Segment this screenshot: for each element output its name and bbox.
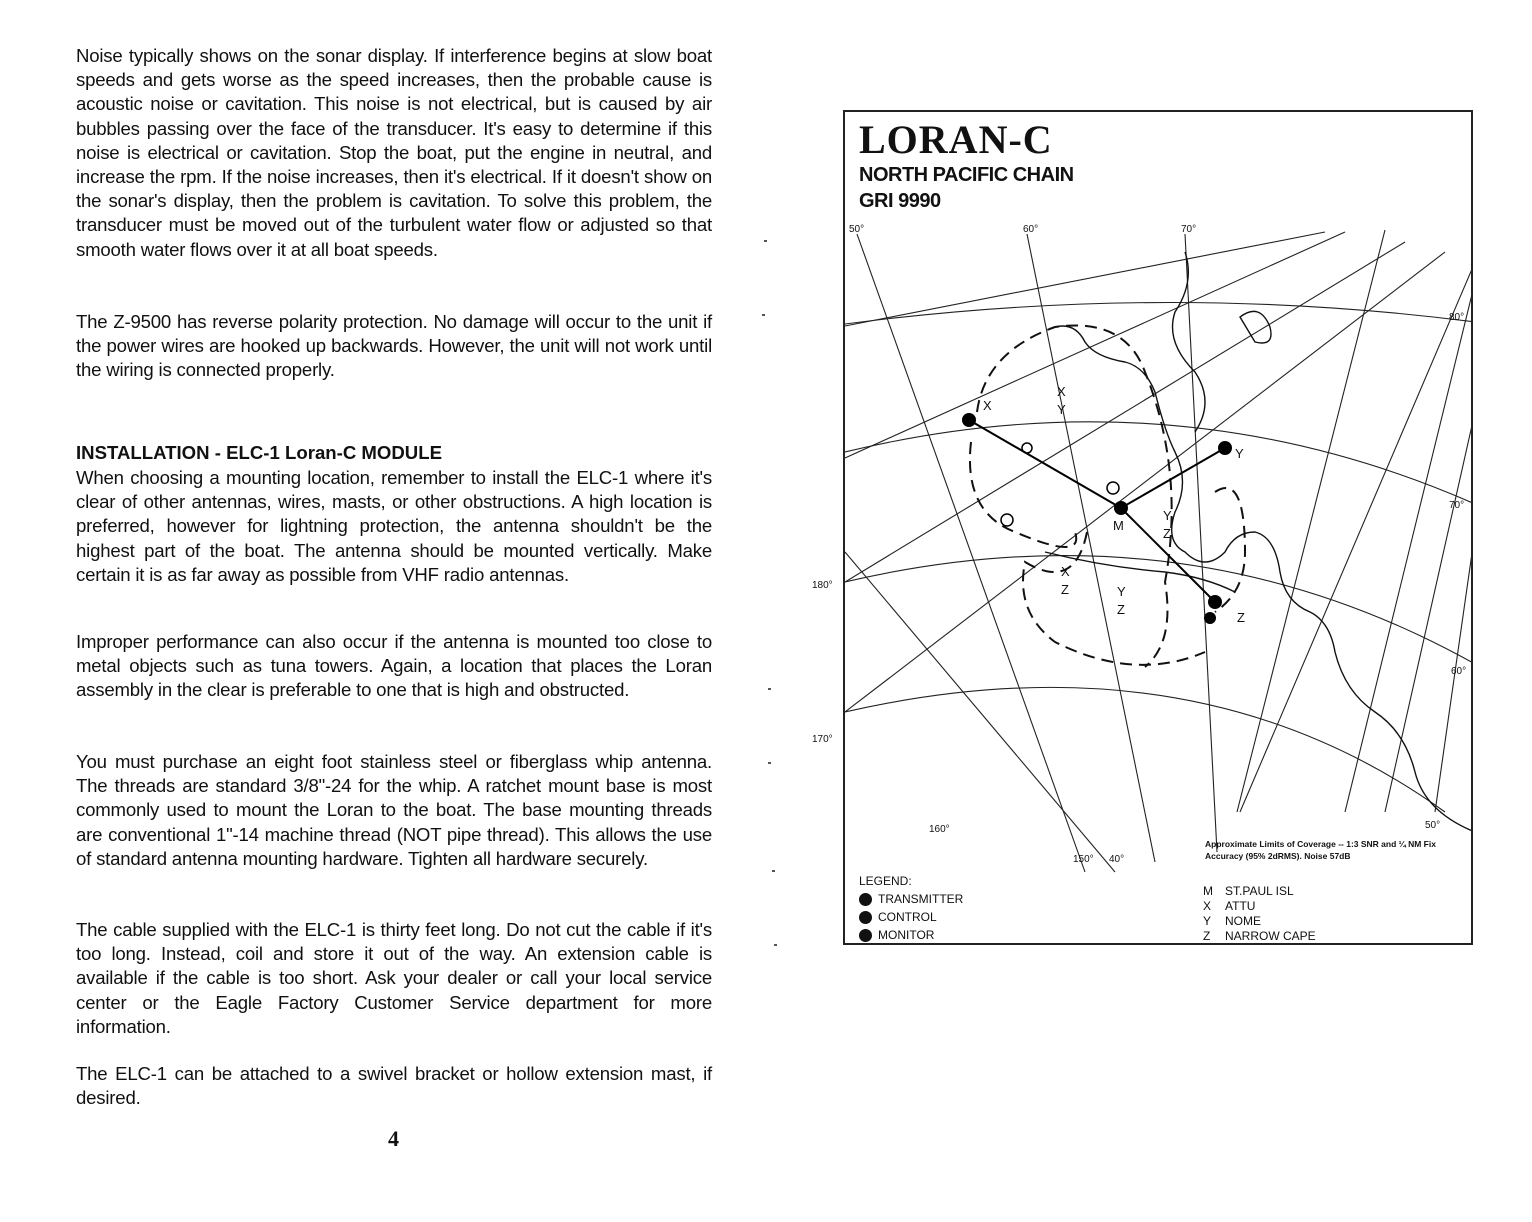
- paragraph-whip-antenna: You must purchase an eight foot stainless steel or fiberglass whip antenna. The threads are standard 3/8"-24 for the whip. A ratchet mount base is most commonly used to mount the Loran to the boat. The base mounting threads are conventional 1"-14 machine thread (NOT pipe thread). This allows the use of standard antenna mounting hardware. Tighten all hardware securely.: [76, 751, 712, 869]
- station-m-control: [1114, 501, 1128, 515]
- transmitter-icon: [859, 893, 872, 906]
- monitor-symbol: [1022, 443, 1032, 453]
- map-letter-z: Z: [1061, 582, 1069, 597]
- lon-label-160: 160°: [929, 824, 950, 835]
- control-icon: [859, 911, 872, 924]
- lat-label-80: 80°: [1449, 312, 1465, 323]
- lon-label-40: 40°: [1109, 854, 1125, 865]
- station-key-m: M ST.PAUL ISL: [1203, 884, 1294, 898]
- latitude-arc: [845, 302, 1473, 324]
- coastline: [1045, 552, 1235, 592]
- paragraph-mounting-location: When choosing a mounting location, remember to install the ELC-1 where it's clear of other antennas, wires, masts, or other obstructions. A high location is preferred, however for lightning protection, the antenna shouldn't be the highest part of the boat. The antenna should be mounted vertically. Make certain it is as far away as possible from VHF radio antennas.: [76, 467, 712, 585]
- lon-label-50-bottom: 50°: [1425, 820, 1441, 831]
- map-letter-y: Y: [1235, 446, 1244, 461]
- scan-speck: [762, 314, 765, 316]
- station-key-x: X ATTU: [1203, 899, 1256, 913]
- lat-label-180: 180°: [812, 580, 833, 591]
- map-gri: GRI 9990: [859, 190, 941, 212]
- legend-transmitter: TRANSMITTER: [859, 892, 963, 906]
- meridian-line: [845, 252, 1445, 712]
- coverage-note: Approximate Limits of Coverage -- 1:3 SNR and ¼ NM Fix Accuracy (95% 2dRMS). Noise 57dB: [1205, 839, 1436, 861]
- lat-label-70: 70°: [1449, 500, 1465, 511]
- lon-label-150: 150°: [1073, 854, 1094, 865]
- map-letter-x: X: [1057, 384, 1066, 399]
- coverage-boundary-y: [1215, 488, 1245, 612]
- map-letter-y: Y: [1163, 508, 1172, 523]
- lon-label-70: 70°: [1181, 224, 1197, 235]
- map-title: LORAN-C: [859, 117, 1053, 162]
- station-x-transmitter: [962, 413, 976, 427]
- scan-speck: [772, 870, 775, 872]
- scan-speck: [768, 762, 771, 764]
- meridian-line: [845, 232, 1345, 458]
- meridian-line: [1385, 412, 1473, 812]
- meridian-line: [1345, 282, 1473, 812]
- lon-label-50: 50°: [849, 224, 865, 235]
- map-letter-m: M: [1113, 518, 1124, 533]
- coverage-boundary-z: [1023, 532, 1205, 665]
- map-graphic: [845, 112, 1473, 945]
- meridian-line: [1185, 234, 1217, 852]
- paragraph-bracket: The ELC-1 can be attached to a swivel bracket or hollow extension mast, if desired.: [76, 1063, 712, 1109]
- page-number: 4: [388, 1126, 399, 1151]
- station-key-y: Y NOME: [1203, 914, 1261, 928]
- scan-speck: [774, 944, 777, 946]
- station-key-z: Z NARROW CAPE: [1203, 929, 1316, 943]
- monitor-symbol: [1107, 482, 1119, 494]
- legend-title: LEGEND:: [859, 874, 912, 888]
- paragraph-performance: Improper performance can also occur if the antenna is mounted too close to metal objects such as tuna towers. Again, a location that places the Loran assembly in the clear is preferable to one that is high and obstructed.: [76, 631, 712, 701]
- meridian-line: [1027, 234, 1155, 862]
- coastline: [1240, 311, 1271, 343]
- legend-control: CONTROL: [859, 910, 937, 924]
- map-letter-z: Z: [1237, 610, 1245, 625]
- station-y-transmitter: [1218, 441, 1232, 455]
- map-subtitle: NORTH PACIFIC CHAIN: [859, 164, 1074, 186]
- coastline: [1173, 252, 1206, 432]
- lat-label-170: 170°: [812, 734, 833, 745]
- paragraph-polarity: The Z-9500 has reverse polarity protection. No damage will occur to the unit if the power wires are hooked up backwards. However, the unit will not work until the wiring is connected properly.: [76, 311, 712, 381]
- station-z-transmitter: [1208, 595, 1222, 609]
- lat-label-60: 60°: [1451, 666, 1467, 677]
- lon-label-60: 60°: [1023, 224, 1039, 235]
- loran-c-map: [843, 110, 1473, 945]
- monitor-symbol: [1001, 514, 1013, 526]
- map-letter-x: X: [983, 398, 992, 413]
- monitor-icon: [859, 929, 872, 942]
- scan-speck: [764, 240, 767, 242]
- meridian-line: [845, 242, 1405, 582]
- section-heading: INSTALLATION - ELC-1 Loran-C MODULE: [76, 442, 442, 463]
- baseline-m-x: [969, 420, 1121, 508]
- meridian-line: [1237, 230, 1385, 812]
- coverage-boundary-xz: [970, 442, 1076, 547]
- legend-monitor: MONITOR: [859, 928, 934, 942]
- meridian-line: [845, 552, 1115, 872]
- station-monitor: [1204, 612, 1216, 624]
- paragraph-cable: The cable supplied with the ELC-1 is thirty feet long. Do not cut the cable if it's too long. Instead, coil and store it out of the way. An extension cable is available if the cable is too short. Ask your dealer or call your local service center or the Eagle Factory Customer Service department for more information.: [76, 919, 712, 1037]
- meridian-line: [1240, 262, 1473, 812]
- map-letter-z: Z: [1163, 526, 1171, 541]
- baseline-m-y: [1121, 448, 1225, 508]
- scan-speck: [768, 688, 771, 690]
- map-letter-y: Y: [1117, 584, 1126, 599]
- latitude-arc: [845, 687, 1445, 812]
- paragraph-noise: Noise typically shows on the sonar display. If interference begins at slow boat speeds and gets worse as the speed increases, then the probable cause is acoustic noise or cavitation. This noise is not electrical, but is caused by air bubbles passing over the face of the transducer. It's easy to determine if this noise is electrical or cavitation. Stop the boat, put the engine in neutral, and increase the rpm. If the noise increases, then it's electrical. If it doesn't show on the sonar's display, then the problem is cavitation. To solve this problem, the transducer must be moved out of the turbulent water flow or adjusted so that smooth water flows over it at all boat speeds.: [76, 45, 712, 260]
- map-letter-y: Y: [1057, 402, 1066, 417]
- map-letter-x: X: [1061, 564, 1070, 579]
- map-letter-z: Z: [1117, 602, 1125, 617]
